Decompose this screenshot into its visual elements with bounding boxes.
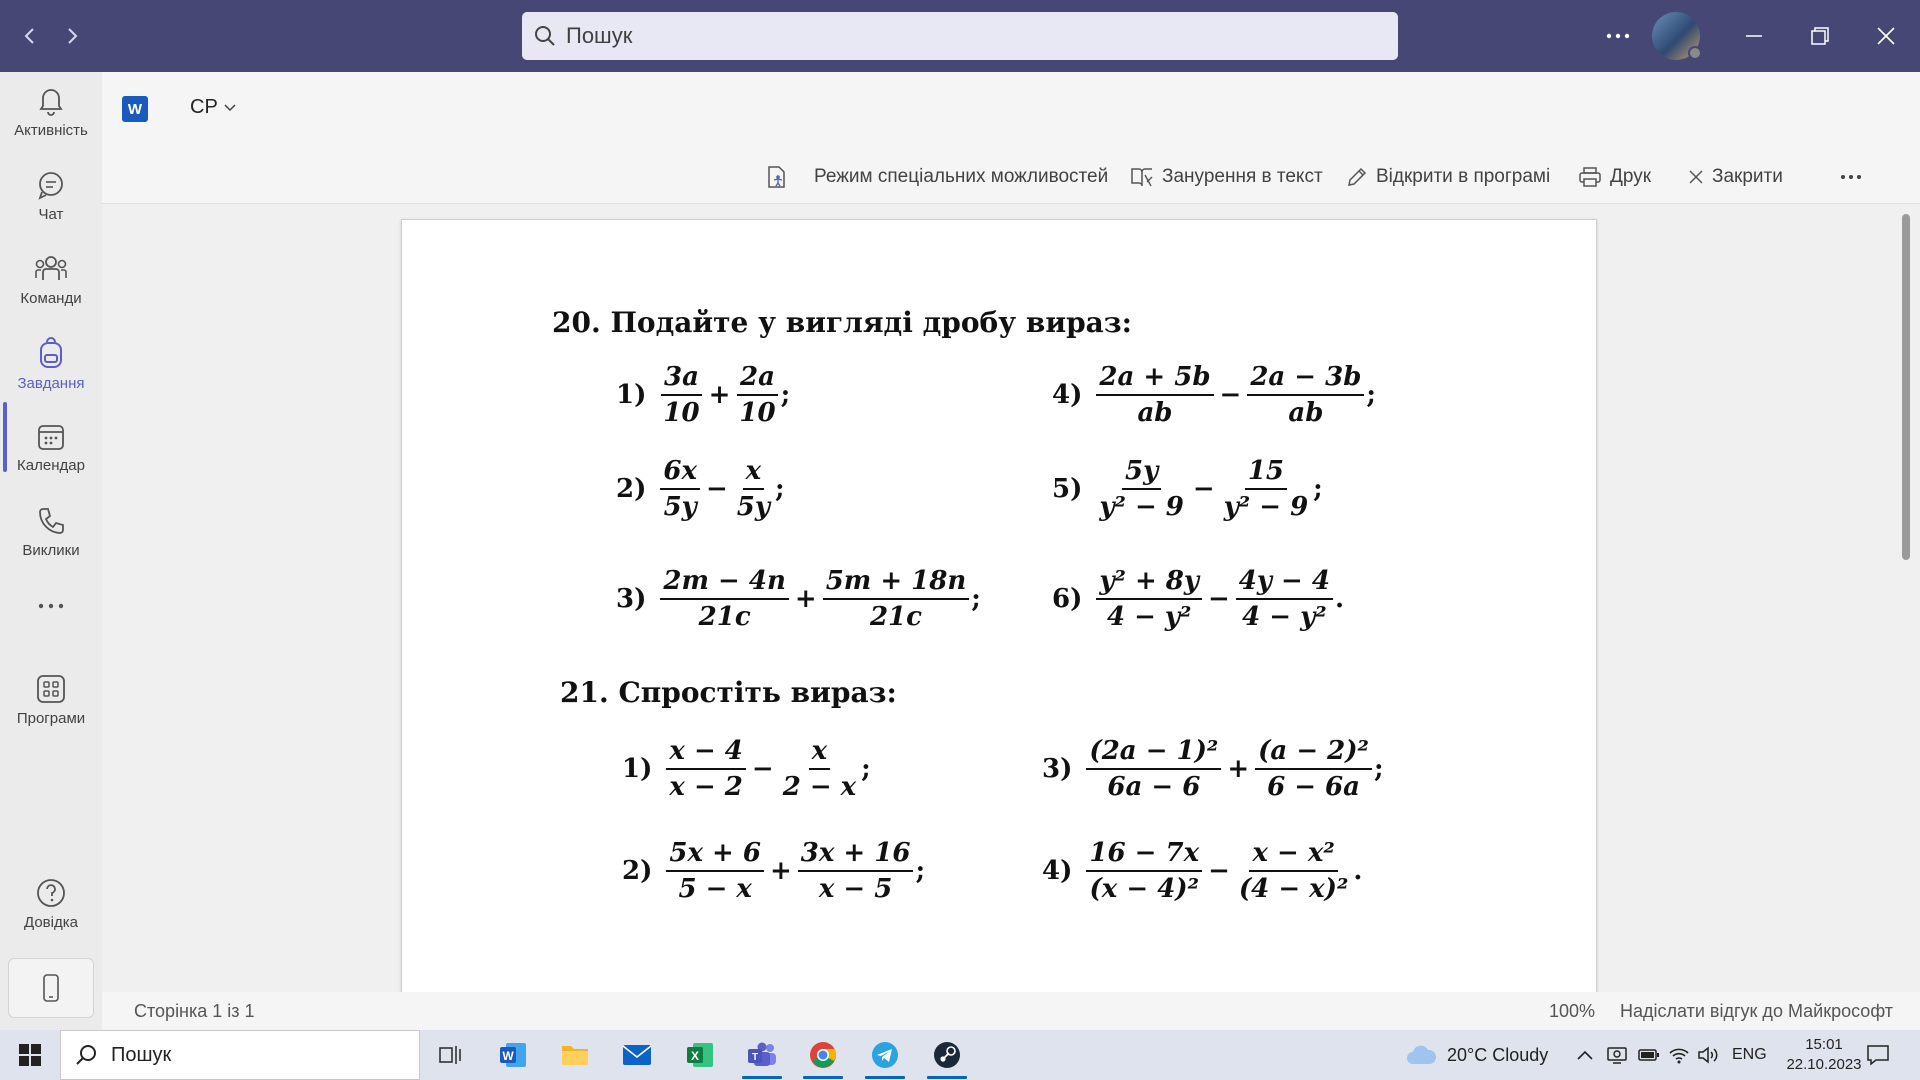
taskbar-steam[interactable] — [925, 1035, 969, 1075]
rail-item-help[interactable] — [0, 864, 102, 944]
feedback-link[interactable]: Надіслати відгук до Майкрософт — [1620, 1001, 1893, 1021]
punctuation: ; — [775, 474, 785, 504]
numerator: 15 — [1245, 456, 1287, 490]
task-number: 21. — [560, 676, 609, 709]
page-indicator: Сторінка 1 із 1 — [134, 1001, 255, 1021]
operator: − — [1208, 584, 1230, 614]
exercise-number: 2) — [616, 474, 647, 504]
denominator: x − 5 — [818, 874, 893, 904]
telegram-icon — [870, 1040, 900, 1070]
fraction — [1096, 362, 1213, 428]
volume-icon[interactable] — [1697, 1030, 1719, 1080]
task-title: Спростіть вираз: — [618, 676, 897, 709]
word-app-icon — [498, 1041, 528, 1069]
rail-item-chat[interactable] — [0, 156, 102, 236]
teams-app-icon — [746, 1041, 778, 1069]
fraction — [1086, 736, 1221, 802]
document-page — [401, 219, 1597, 992]
fraction — [1096, 566, 1202, 632]
more-icon — [38, 603, 64, 609]
denominator: 4 − y² — [1242, 602, 1327, 632]
open-in-app-button[interactable] — [1346, 156, 1550, 198]
zoom-level[interactable]: 100% — [1549, 1001, 1596, 1021]
operator: − — [751, 754, 774, 784]
print-label: Друк — [1610, 166, 1652, 187]
numerator: x − 4 — [666, 736, 745, 770]
language-indicator[interactable]: ENG — [1732, 1046, 1767, 1063]
fraction — [823, 566, 970, 632]
numerator: 2a + 5b — [1096, 362, 1213, 396]
close-window-icon[interactable] — [1866, 16, 1906, 56]
chevron-up-icon — [1576, 1049, 1594, 1061]
exercise-20-2 — [616, 456, 785, 522]
rail-label: Довідка — [24, 913, 78, 931]
denominator: 21c — [869, 602, 922, 632]
document-viewer[interactable] — [102, 204, 1920, 992]
exercise-20-4 — [1052, 362, 1376, 428]
phone-icon — [37, 506, 65, 536]
cloud-icon — [1405, 1044, 1437, 1066]
tray-device-icon — [1606, 1045, 1628, 1065]
document-title-text: СР — [190, 96, 218, 118]
punctuation: ; — [971, 584, 981, 614]
punctuation: . — [1334, 584, 1345, 614]
tray-app-icon[interactable] — [1606, 1030, 1628, 1080]
exercise-number: 6) — [1052, 584, 1083, 614]
task-title: Подайте у вигляді дробу вираз: — [610, 306, 1133, 339]
operator: + — [708, 380, 731, 410]
operator: + — [1227, 754, 1250, 784]
exercise-21-1 — [622, 736, 871, 802]
forward-arrow-icon[interactable] — [52, 16, 92, 56]
document-header — [102, 72, 1920, 204]
task-view-icon — [438, 1044, 462, 1066]
weather-text: 20°C Cloudy — [1447, 1044, 1549, 1065]
rail-item-apps[interactable] — [0, 660, 102, 740]
exercise-21-3 — [1042, 736, 1384, 802]
operator: + — [794, 584, 817, 614]
fraction — [1221, 456, 1311, 522]
close-document-label: Закрити — [1712, 166, 1783, 187]
exercise-number: 3) — [1042, 754, 1073, 784]
open-in-app-label: Відкрити в програмі — [1376, 166, 1551, 187]
backpack-icon — [37, 337, 65, 369]
task-21-heading — [560, 676, 897, 709]
rail-item-assignments[interactable] — [0, 324, 102, 404]
search-icon — [534, 25, 556, 47]
notifications-button[interactable] — [1866, 1030, 1890, 1080]
exercise-21-2 — [622, 838, 925, 904]
task-20-heading — [552, 306, 1132, 339]
rail-item-calls[interactable] — [0, 492, 102, 572]
presence-status-icon — [1688, 46, 1702, 60]
punctuation: ; — [915, 856, 926, 886]
fraction — [666, 838, 764, 904]
search-input[interactable] — [522, 12, 1398, 60]
fraction — [1236, 566, 1333, 632]
exercise-number: 5) — [1052, 474, 1083, 504]
numerator: 2m − 4n — [660, 566, 788, 600]
pencil-icon — [1346, 166, 1368, 188]
accessibility-icon — [766, 165, 788, 189]
bell-icon — [37, 86, 65, 116]
chrome-icon — [808, 1040, 838, 1070]
denominator: x − 2 — [669, 772, 743, 802]
denominator: 5y — [736, 492, 770, 522]
numerator: 16 − 7x — [1086, 838, 1202, 872]
rail-label: Виклики — [22, 541, 80, 559]
chevron-down-icon — [224, 104, 236, 112]
chat-icon — [36, 170, 66, 200]
help-icon — [36, 878, 66, 908]
folder-icon — [560, 1042, 590, 1068]
numerator: 2a — [737, 362, 778, 396]
title-bar — [0, 0, 1920, 72]
numerator: 5m + 18n — [823, 566, 970, 600]
task-view-button[interactable] — [428, 1035, 472, 1075]
exercise-number: 4) — [1052, 380, 1083, 410]
operator: − — [706, 474, 728, 504]
more-icon — [1840, 174, 1862, 180]
rail-item-calendar[interactable] — [0, 408, 102, 488]
fraction — [798, 838, 914, 904]
punctuation: ; — [1366, 380, 1377, 410]
taskbar-chrome[interactable] — [801, 1035, 845, 1075]
denominator: ab — [1137, 398, 1173, 428]
fraction — [1086, 838, 1202, 904]
numerator: 5y — [1122, 456, 1161, 490]
mobile-app-button[interactable] — [8, 958, 94, 1018]
fraction — [660, 362, 702, 428]
operator: − — [1192, 474, 1215, 504]
document-toolbar — [102, 156, 1920, 198]
excel-app-icon — [685, 1041, 715, 1069]
numerator: y² + 8y — [1096, 566, 1202, 600]
exercise-21-4 — [1042, 838, 1362, 904]
immersive-reader-icon — [1130, 166, 1154, 188]
immersive-reader-label: Занурення в текст — [1162, 166, 1323, 187]
punctuation: ; — [1373, 754, 1384, 784]
fraction — [1096, 456, 1186, 522]
taskbar-file-explorer[interactable] — [553, 1035, 597, 1075]
punctuation: ; — [1313, 474, 1323, 504]
rail-label: Календар — [17, 456, 85, 474]
denominator: 5 − x — [678, 874, 752, 904]
exercise-number: 2) — [622, 856, 653, 886]
denominator: 5y — [663, 492, 697, 522]
exercise-20-3 — [616, 566, 981, 632]
clock[interactable] — [1785, 1030, 1863, 1080]
exercise-number: 3) — [616, 584, 647, 614]
word-file-icon: W — [122, 96, 148, 122]
numerator: x — [809, 736, 831, 770]
fraction — [736, 362, 778, 428]
close-icon — [1688, 169, 1704, 185]
accessibility-mode-button[interactable] — [766, 156, 1108, 198]
rail-label: Команди — [20, 289, 82, 307]
taskbar-excel[interactable] — [678, 1035, 722, 1075]
punctuation: . — [1353, 856, 1363, 886]
windows-logo-icon — [19, 1044, 41, 1066]
clock-time: 15:01 — [1805, 1036, 1843, 1053]
accessibility-mode-label: Режим спеціальних можливостей — [814, 166, 1109, 187]
numerator: x − x² — [1249, 838, 1337, 872]
denominator: ab — [1288, 398, 1324, 428]
fraction — [1255, 736, 1372, 802]
taskbar-mail[interactable] — [615, 1035, 659, 1075]
notification-icon — [1866, 1044, 1890, 1066]
denominator: (4 − x)² — [1238, 874, 1349, 904]
numerator: 4y − 4 — [1236, 566, 1333, 600]
start-button[interactable] — [10, 1030, 50, 1080]
exercise-20-5 — [1052, 456, 1323, 522]
app-rail — [0, 72, 102, 1030]
rail-label: Програми — [16, 709, 86, 727]
denominator: 10 — [663, 398, 700, 428]
windows-taskbar — [0, 1030, 1920, 1080]
more-options-icon[interactable] — [1598, 16, 1638, 56]
svg-text:W: W — [502, 1049, 514, 1063]
denominator: y² − 9 — [1099, 492, 1184, 522]
mobile-phone-icon — [43, 974, 59, 1002]
fraction — [666, 736, 745, 802]
teams-icon — [34, 254, 68, 284]
numerator: 3x + 16 — [798, 838, 914, 872]
minimize-icon[interactable] — [1734, 16, 1774, 56]
fraction — [660, 566, 788, 632]
operator: − — [1219, 380, 1242, 410]
document-title[interactable] — [190, 96, 236, 119]
exercise-number: 4) — [1042, 856, 1073, 886]
taskbar-search-placeholder: Пошук — [111, 1043, 172, 1066]
svg-text:T: T — [751, 1052, 759, 1063]
fraction — [1247, 362, 1364, 428]
rail-label: Чат — [38, 205, 64, 223]
denominator: 4 − y² — [1106, 602, 1192, 632]
weather-widget[interactable] — [1405, 1030, 1548, 1080]
rail-label: Завдання — [17, 374, 85, 392]
steam-icon — [932, 1040, 962, 1070]
taskbar-search-input[interactable] — [60, 1030, 420, 1080]
taskbar-telegram[interactable] — [863, 1035, 907, 1075]
numerator: (a − 2)² — [1255, 736, 1372, 770]
restore-icon[interactable] — [1800, 16, 1840, 56]
exercise-number: 1) — [616, 380, 647, 410]
fraction — [734, 456, 773, 522]
operator: − — [1208, 856, 1230, 886]
close-document-button[interactable] — [1688, 156, 1783, 198]
denominator: (x − 4)² — [1089, 874, 1199, 904]
calendar-icon — [37, 423, 65, 451]
fraction — [660, 456, 700, 522]
numerator: 6x — [660, 456, 700, 490]
operator: + — [769, 856, 792, 886]
print-button[interactable] — [1578, 156, 1651, 198]
vertical-scrollbar[interactable] — [1902, 214, 1910, 560]
svg-text:X: X — [690, 1049, 700, 1063]
apps-icon — [36, 674, 66, 704]
exercise-20-6 — [1052, 566, 1344, 632]
immersive-reader-button[interactable] — [1130, 156, 1323, 198]
punctuation: ; — [861, 754, 871, 784]
show-hidden-icons-button[interactable] — [1576, 1030, 1594, 1080]
fraction — [780, 736, 859, 802]
taskbar-word[interactable] — [491, 1035, 535, 1075]
denominator: 6a − 6 — [1107, 772, 1201, 802]
numerator: 3a — [661, 362, 702, 396]
exercise-number: 1) — [622, 754, 653, 784]
denominator: 10 — [739, 398, 776, 428]
search-placeholder: Пошук — [566, 23, 633, 48]
rail-label: Активність — [14, 121, 88, 139]
wifi-icon[interactable] — [1668, 1030, 1690, 1080]
battery-icon[interactable] — [1638, 1030, 1660, 1080]
rail-item-activity[interactable] — [0, 72, 102, 152]
denominator: 21c — [698, 602, 751, 632]
clock-date: 22.10.2023 — [1786, 1056, 1862, 1073]
denominator: y² − 9 — [1223, 492, 1309, 522]
fraction — [1236, 838, 1351, 904]
taskbar-teams[interactable] — [740, 1035, 784, 1075]
rail-item-teams[interactable] — [0, 240, 102, 320]
numerator: (2a − 1)² — [1086, 736, 1221, 770]
back-arrow-icon[interactable] — [10, 16, 50, 56]
denominator: 6 − 6a — [1267, 772, 1360, 802]
printer-icon — [1578, 166, 1602, 188]
exercise-20-1 — [616, 362, 790, 428]
mail-icon — [622, 1044, 652, 1066]
search-icon — [75, 1044, 97, 1066]
denominator: 2 − x — [782, 772, 857, 802]
numerator: 2a − 3b — [1247, 362, 1364, 396]
punctuation: ; — [780, 380, 791, 410]
status-bar — [102, 992, 1920, 1030]
toolbar-more-button[interactable] — [1840, 156, 1862, 198]
task-number: 20. — [552, 306, 601, 339]
numerator: 5x + 6 — [666, 838, 764, 872]
numerator: x — [743, 456, 765, 490]
more-apps-button[interactable] — [0, 576, 102, 636]
